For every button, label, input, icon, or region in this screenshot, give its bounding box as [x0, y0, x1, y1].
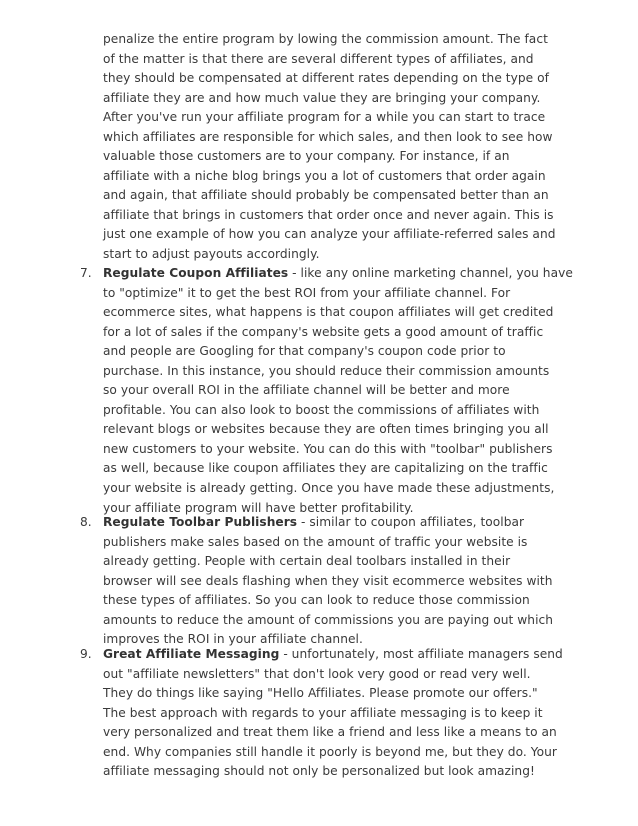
list-item-body — [103, 264, 573, 518]
text-line: browser will see deals flashing when they visit ecommerce websites with — [103, 573, 553, 588]
text-line: new customers to your website. You can do this with "toolbar" publishers — [103, 441, 553, 456]
item-text: - unfortunately, most affiliate managers send — [279, 647, 563, 661]
text-line: of the matter is that there are several different types of affiliates, and — [103, 51, 534, 66]
text-line: and again, that affiliate should probably be compensated better than an — [103, 188, 549, 203]
text-line — [103, 645, 563, 665]
list-item-8 — [80, 513, 563, 650]
text-line: publishers make sales based on the amount of traffic your website is — [103, 534, 528, 549]
list-item-body — [103, 513, 563, 650]
text-line: already getting. People with certain deal toolbars installed in their — [103, 554, 511, 569]
text-line: relevant blogs or websites because they are often times bringing you all — [103, 422, 549, 437]
item-6-continuation — [103, 30, 563, 265]
text-line: penalize the entire program by lowing the commission amount. The fact — [103, 32, 548, 46]
text-line: amounts to reduce the amount of commissions you are paying out which — [103, 612, 554, 627]
list-item-body — [103, 645, 563, 782]
list-item-7 — [80, 264, 573, 518]
text-line: ecommerce sites, what happens is that coupon affiliates will get credited — [103, 305, 554, 320]
text-line: affiliate they are and how much value they are bringing your company. — [103, 90, 541, 105]
list-number: 8. — [80, 515, 92, 529]
text-line: start to adjust payouts accordingly. — [103, 247, 320, 262]
text-line: these types of affiliates. So you can look to reduce those commission — [103, 593, 530, 608]
text-line: valuable those customers are to your company. For instance, if an — [103, 149, 510, 164]
text-line: end. Why companies still handle it poorly is beyond me, but they do. Your — [103, 744, 557, 759]
text-line — [103, 264, 573, 284]
text-line: purchase. In this instance, you should reduce their commission amounts — [103, 363, 550, 378]
text-line: affiliate messaging should not only be personalized but look amazing! — [103, 764, 535, 779]
text-line: The best approach with regards to your affiliate messaging is to keep it — [103, 705, 543, 720]
text-line: affiliate with a niche blog brings you a lot of customers that order again — [103, 168, 546, 183]
text-line — [103, 513, 563, 533]
list-number: 7. — [80, 266, 92, 280]
item-text: - like any online marketing channel, you have — [288, 266, 573, 280]
text-line: your affiliate program will have better profitability. — [103, 500, 414, 515]
text-line: out "affiliate newsletters" that don't look very good or read very well. — [103, 666, 531, 681]
list-number: 9. — [80, 647, 92, 661]
text-line: affiliate that brings in customers that order once and never again. This is — [103, 207, 554, 222]
text-line: very personalized and treat them like a friend and less like a means to an — [103, 725, 557, 740]
list-item-9 — [80, 645, 563, 782]
item-term: Regulate Toolbar Publishers — [103, 515, 298, 529]
text-line: to "optimize" it to get the best ROI from your affiliate channel. For — [103, 285, 511, 300]
text-line: After you've run your affiliate program for a while you can start to trace — [103, 110, 546, 125]
item-text: - similar to coupon affiliates, toolbar — [297, 515, 525, 529]
text-line: improves the ROI in your affiliate channel. — [103, 632, 363, 647]
item-term: Great Affiliate Messaging — [103, 647, 280, 661]
text-line: They do things like saying "Hello Affiliates. Please promote our offers." — [103, 686, 538, 701]
text-line: just one example of how you can analyze your affiliate-referred sales and — [103, 227, 556, 242]
text-line: they should be compensated at different rates depending on the type of — [103, 71, 549, 86]
text-line: and people are Googling for that company's coupon code prior to — [103, 344, 506, 359]
text-line: which affiliates are responsible for which sales, and then look to see how — [103, 129, 553, 144]
text-line: as well, because like coupon affiliates they are capitalizing on the traffic — [103, 461, 548, 476]
text-line: profitable. You can also look to boost the commissions of affiliates with — [103, 402, 540, 417]
text-line: for a lot of sales if the company's website gets a good amount of traffic — [103, 324, 544, 339]
item-term: Regulate Coupon Affiliates — [103, 266, 289, 280]
text-line: so your overall ROI in the affiliate channel will be better and more — [103, 383, 510, 398]
text-line: your website is already getting. Once you have made these adjustments, — [103, 481, 555, 496]
